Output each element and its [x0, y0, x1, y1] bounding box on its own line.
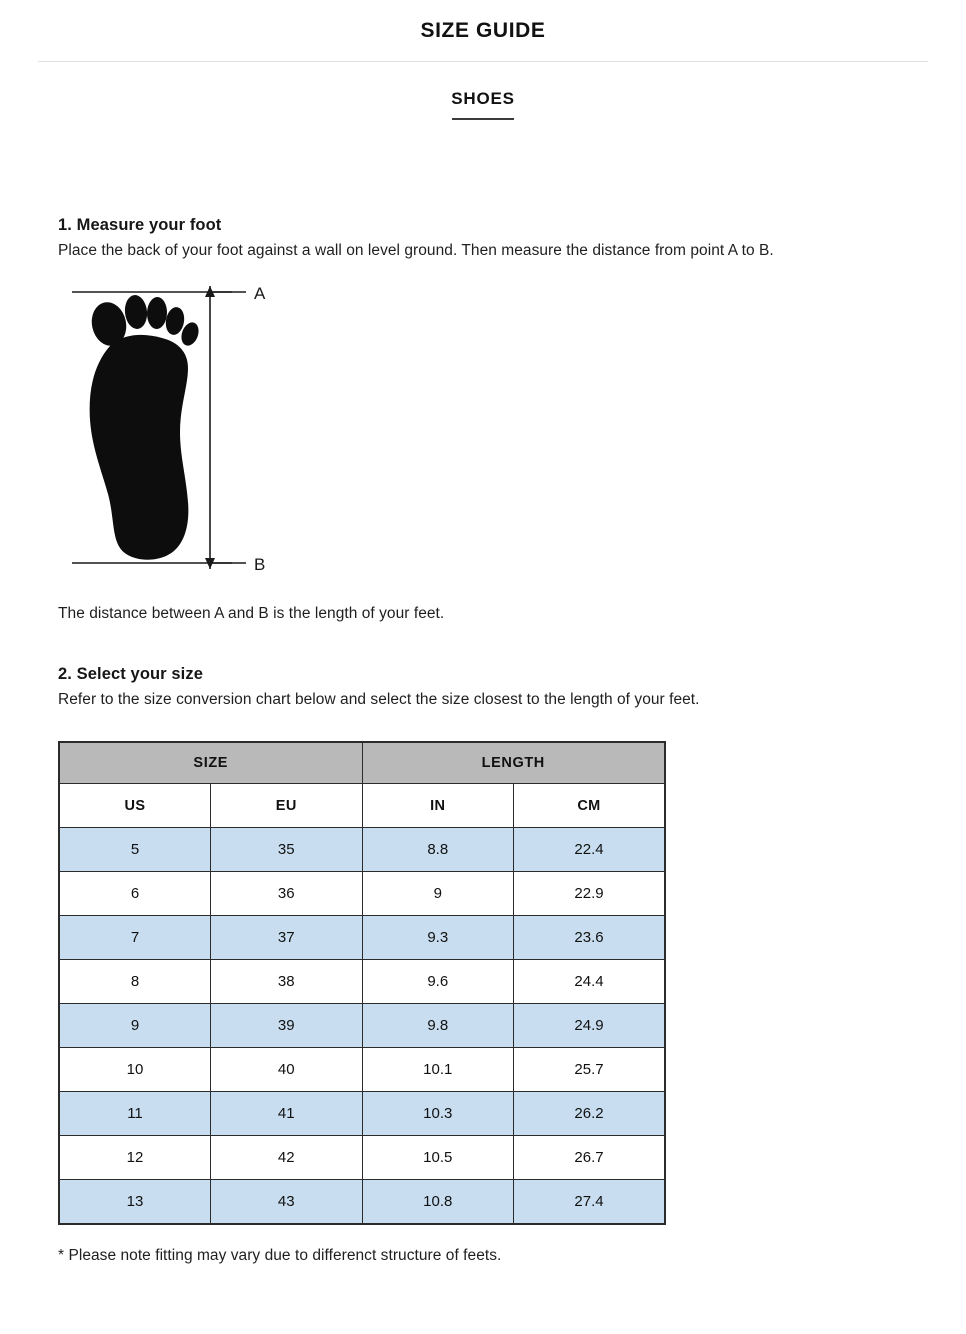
size-table-wrapper [0, 741, 966, 1225]
title-divider [38, 61, 928, 62]
cell-us: 9 [59, 1004, 211, 1048]
cell-us: 7 [59, 916, 211, 960]
cell-eu: 36 [211, 872, 363, 916]
column-header-eu: EU [211, 784, 363, 828]
diagram-label-b: B [254, 554, 266, 574]
page-title: SIZE GUIDE [420, 19, 546, 42]
cell-eu: 40 [211, 1048, 363, 1092]
cell-eu: 42 [211, 1136, 363, 1180]
size-conversion-table [58, 741, 666, 1225]
table-row [59, 916, 665, 960]
footnote: * Please note fitting may vary due to differenct structure of feets. [58, 1246, 502, 1264]
cell-us: 8 [59, 960, 211, 1004]
column-header-cm: CM [514, 784, 666, 828]
step-1-heading: 1. Measure your foot [58, 216, 222, 234]
cell-eu: 39 [211, 1004, 363, 1048]
step-1-text: Place the back of your foot against a wall on level ground. Then measure the distance from point A to B. [58, 242, 774, 259]
guide-content [0, 216, 966, 711]
cell-in: 10.3 [362, 1092, 514, 1136]
cell-eu: 41 [211, 1092, 363, 1136]
cell-in: 10.5 [362, 1136, 514, 1180]
foot-measure-diagram [64, 280, 908, 585]
cell-cm: 26.2 [514, 1092, 666, 1136]
cell-us: 5 [59, 828, 211, 872]
table-group-header-row [59, 742, 665, 784]
cell-us: 13 [59, 1180, 211, 1224]
column-header-in: IN [362, 784, 514, 828]
cell-in: 10.1 [362, 1048, 514, 1092]
cell-us: 10 [59, 1048, 211, 1092]
foot-silhouette [88, 294, 202, 560]
cell-eu: 37 [211, 916, 363, 960]
cell-cm: 22.9 [514, 872, 666, 916]
cell-us: 12 [59, 1136, 211, 1180]
cell-cm: 23.6 [514, 916, 666, 960]
cell-cm: 27.4 [514, 1180, 666, 1224]
table-head [59, 742, 665, 828]
table-row [59, 1136, 665, 1180]
cell-in: 9.6 [362, 960, 514, 1004]
cell-in: 9 [362, 872, 514, 916]
cell-eu: 38 [211, 960, 363, 1004]
cell-cm: 26.7 [514, 1136, 666, 1180]
cell-cm: 24.9 [514, 1004, 666, 1048]
cell-cm: 24.4 [514, 960, 666, 1004]
table-row [59, 872, 665, 916]
diagram-label-a: A [254, 283, 266, 303]
section-underline [452, 118, 514, 120]
cell-in: 10.8 [362, 1180, 514, 1224]
table-row [59, 1092, 665, 1136]
table-row [59, 1180, 665, 1224]
step-2-text: Refer to the size conversion chart below and select the size closest to the length of your feet. [58, 690, 700, 708]
cell-in: 9.3 [362, 916, 514, 960]
table-column-header-row [59, 784, 665, 828]
section-title: SHOES [451, 89, 515, 108]
cell-cm: 25.7 [514, 1048, 666, 1092]
group-header-length: LENGTH [362, 742, 665, 784]
cell-in: 8.8 [362, 828, 514, 872]
cell-eu: 43 [211, 1180, 363, 1224]
step-1-caption: The distance between A and B is the length of your feet. [58, 604, 445, 622]
group-header-size: SIZE [59, 742, 362, 784]
foot-diagram-svg [64, 280, 324, 580]
cell-cm: 22.4 [514, 828, 666, 872]
table-row [59, 828, 665, 872]
table-row [59, 1048, 665, 1092]
step-2-heading: 2. Select your size [58, 664, 203, 683]
cell-eu: 35 [211, 828, 363, 872]
cell-us: 11 [59, 1092, 211, 1136]
cell-us: 6 [59, 872, 211, 916]
column-header-us: US [59, 784, 211, 828]
cell-in: 9.8 [362, 1004, 514, 1048]
table-body [59, 828, 665, 1224]
table-row [59, 1004, 665, 1048]
table-row [59, 960, 665, 1004]
